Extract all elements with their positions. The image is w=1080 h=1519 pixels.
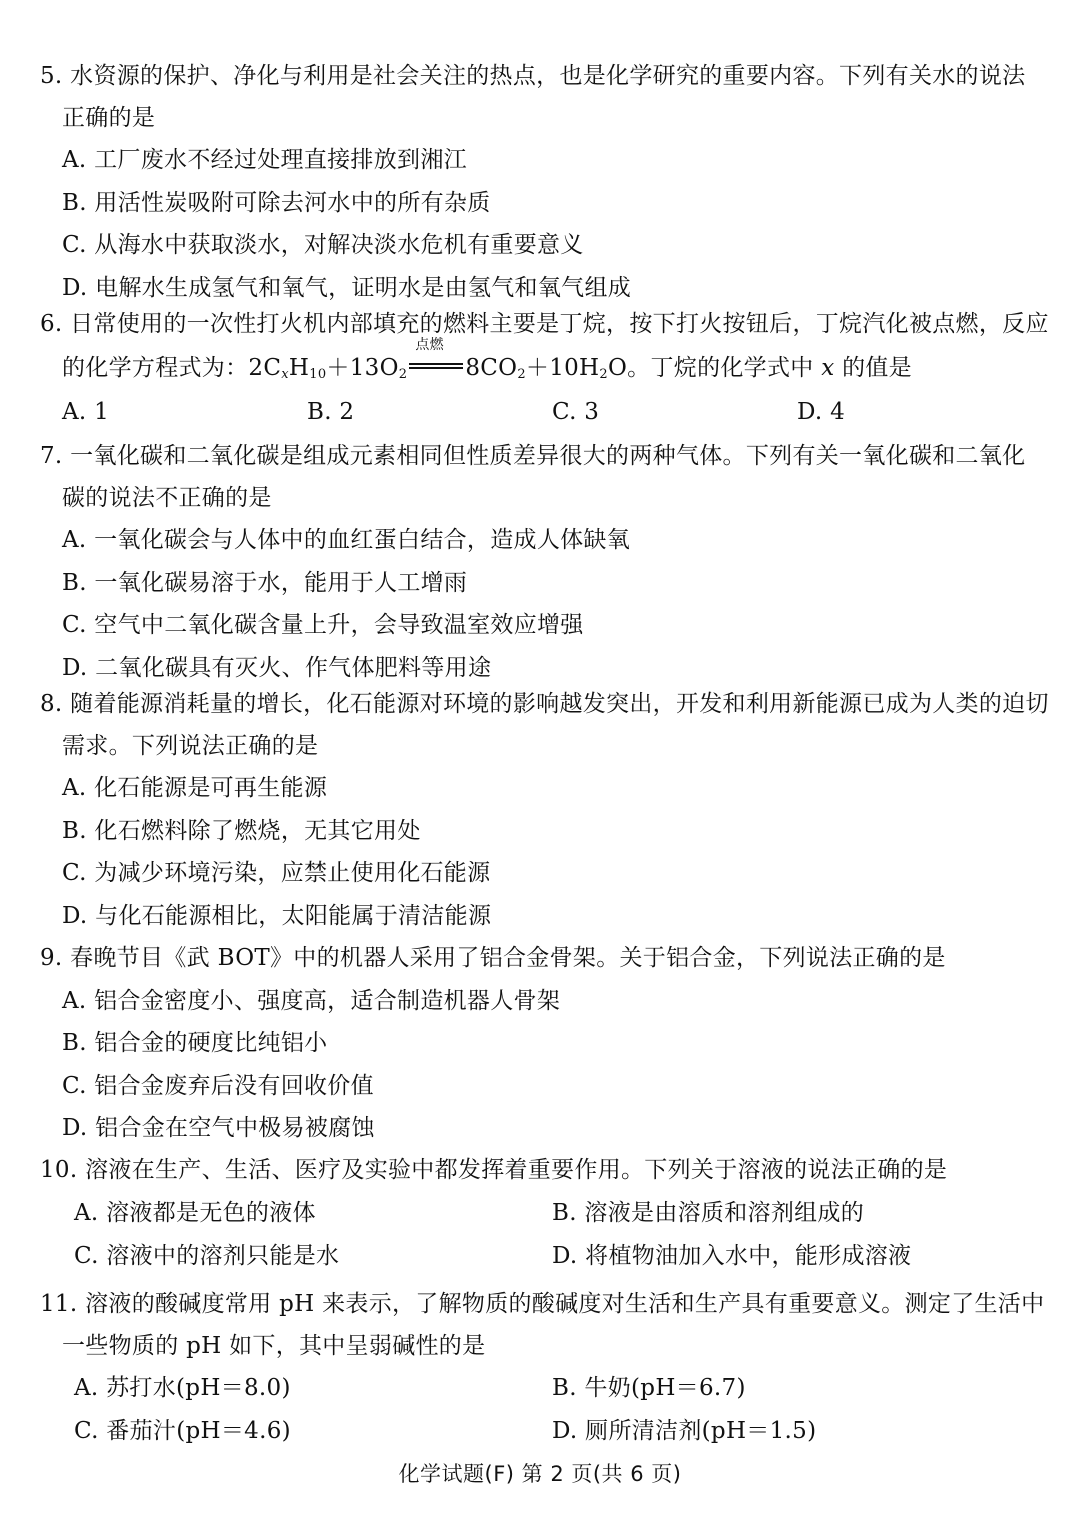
question-5-option-c: C. 从海水中获取淡水，对解决淡水危机有重要意义 [62, 232, 584, 259]
question-5-option-b: B. 用活性炭吸附可除去河水中的所有杂质 [62, 189, 491, 216]
question-10-options-row1 [40, 1192, 1042, 1235]
equation-prefix: 的化学方程式为： [62, 354, 249, 381]
question-6-option-a: A. 1 [62, 398, 110, 425]
question-11-stem-line1: 11. 溶液的酸碱度常用 pH 来表示，了解物质的酸碱度对生活和生产具有重要意义。测定了生活中 [40, 1291, 1045, 1317]
question-5 [40, 56, 1042, 309]
question-7-option-d: D. 二氧化碳具有灭火、作气体肥料等用途 [62, 654, 492, 681]
eq-sub-2b: 2 [517, 366, 526, 382]
chemical-equation [248, 336, 651, 382]
question-5-option-a: A. 工厂废水不经过处理直接排放到湘江 [62, 147, 467, 174]
question-9-option-b: B. 铝合金的硬度比纯铝小 [62, 1030, 328, 1057]
question-11-option-d: D. 厕所清洁剂(pH＝1.5) [552, 1418, 817, 1445]
question-11-options-row1 [40, 1367, 1042, 1410]
question-7 [40, 436, 1042, 689]
question-5-stem-line2: 正确的是 [62, 104, 156, 131]
eq-term-water: ＋10H [525, 354, 600, 381]
question-10-option-a: A. 溶液都是无色的液体 [74, 1199, 316, 1226]
question-6-stem-line1: 6. 日常使用的一次性打火机内部填充的燃料主要是丁烷，按下打火按钮后，丁烷汽化被点燃，反应 [40, 311, 1049, 337]
question-9 [40, 938, 1042, 1150]
question-5-option-d: D. 电解水生成氢气和氧气，证明水是由氢气和氧气组成 [62, 274, 632, 301]
question-6-options [40, 390, 1042, 434]
equation-variable-x: x [821, 354, 835, 381]
question-7-option-c: C. 空气中二氧化碳含量上升，会导致温室效应增强 [62, 612, 584, 639]
question-10-options-row2 [40, 1235, 1042, 1278]
question-10-stem-line1: 10. 溶液在生产、生活、医疗及实验中都发挥着重要作用。下列关于溶液的说法正确的是 [40, 1157, 948, 1183]
question-11-option-a: A. 苏打水(pH＝8.0) [74, 1375, 291, 1402]
arrow-line-top [409, 363, 463, 365]
question-6-equation-line [40, 336, 1042, 390]
question-10-option-b: B. 溶液是由溶质和溶剂组成的 [552, 1199, 865, 1226]
question-10-option-d: D. 将植物油加入水中，能形成溶液 [552, 1242, 912, 1269]
question-9-stem-line1: 9. 春晚节目《武 BOT》中的机器人采用了铝合金骨架。关于铝合金，下列说法正确的是 [40, 945, 946, 971]
arrow-line-bottom [409, 367, 463, 369]
page-footer: 化学试题(F) 第 2 页(共 6 页) [398, 1462, 682, 1486]
reaction-arrow [407, 336, 465, 379]
question-11 [40, 1284, 1045, 1453]
question-8-stem-line1: 8. 随着能源消耗量的增长，化石能源对环境的影响越发突出，开发和利用新能源已成为人类的迫切 [40, 691, 1049, 717]
question-9-option-a: A. 铝合金密度小、强度高，适合制造机器人骨架 [62, 987, 561, 1014]
eq-sub-2c: 2 [599, 366, 608, 382]
question-8-option-d: D. 与化石能源相比，太阳能属于清洁能源 [62, 902, 492, 929]
eq-sub-2a: 2 [398, 366, 408, 382]
question-11-option-c: C. 番茄汁(pH＝4.6) [74, 1418, 291, 1445]
eq-term-o: O。 [608, 354, 651, 381]
question-9-option-d: D. 铝合金在空气中极易被腐蚀 [62, 1115, 375, 1142]
reaction-condition-label: 点燃 [415, 336, 444, 353]
question-10-option-c: C. 溶液中的溶剂只能是水 [74, 1242, 340, 1269]
question-6-option-c: C. 3 [552, 398, 600, 425]
equation-suffix-2: 的值是 [834, 354, 912, 381]
eq-term-co2: 8CO [465, 354, 518, 381]
question-5-stem-line1: 5. 水资源的保护、净化与利用是社会关注的热点，也是化学研究的重要内容。下列有关水的说法 [40, 63, 1026, 89]
question-8-option-b: B. 化石燃料除了燃烧，无其它用处 [62, 817, 421, 844]
question-9-option-c: C. 铝合金废弃后没有回收价值 [62, 1072, 374, 1099]
question-6-option-d: D. 4 [797, 398, 846, 425]
question-11-stem-line2: 一些物质的 pH 如下，其中呈弱碱性的是 [62, 1332, 486, 1359]
question-7-stem-line1: 7. 一氧化碳和二氧化碳是组成元素相同但性质差异很大的两种气体。下列有关一氧化碳和二氧化 [40, 443, 1026, 469]
question-10 [40, 1150, 1042, 1278]
eq-sub-10: 10 [309, 366, 327, 382]
eq-sub-x: x [281, 366, 289, 382]
question-7-stem-line2: 碳的说法不正确的是 [62, 484, 272, 511]
eq-term-butane: 2C [248, 354, 282, 381]
question-7-option-a: A. 一氧化碳会与人体中的血红蛋白结合，造成人体缺氧 [62, 527, 631, 554]
question-8 [40, 684, 1049, 937]
question-11-option-b: B. 牛奶(pH＝6.7) [552, 1375, 746, 1402]
question-6-option-b: B. 2 [307, 398, 355, 425]
question-11-options-row2 [40, 1410, 1042, 1453]
question-8-option-a: A. 化石能源是可再生能源 [62, 775, 328, 802]
eq-term-oxygen: ＋13O [326, 354, 399, 381]
question-8-stem-line2: 需求。下列说法正确的是 [62, 732, 319, 759]
question-6 [40, 304, 1049, 434]
question-8-option-c: C. 为减少环境污染，应禁止使用化石能源 [62, 860, 491, 887]
equation-suffix-1: 丁烷的化学式中 [650, 354, 822, 381]
eq-term-h: H [288, 354, 310, 381]
question-7-option-b: B. 一氧化碳易溶于水，能用于人工增雨 [62, 569, 468, 596]
